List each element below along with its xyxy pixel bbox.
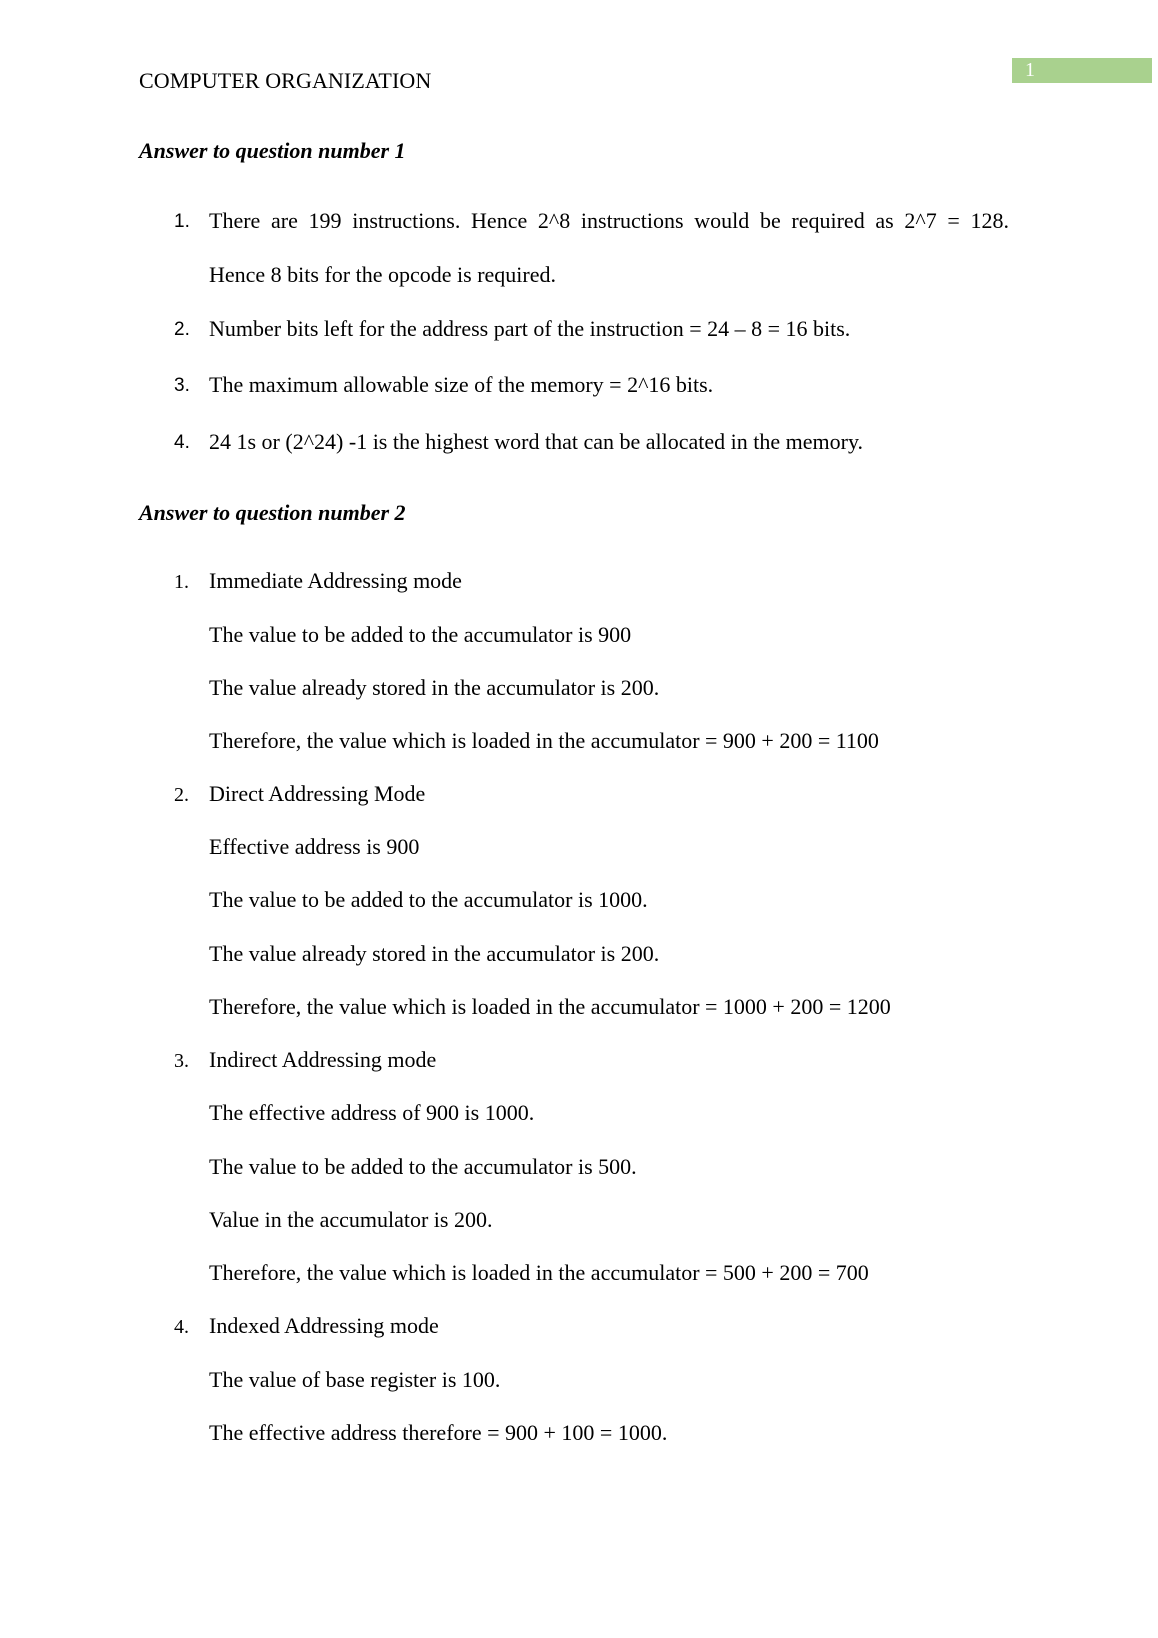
answer-line: Therefore, the value which is loaded in the accumulator = 1000 + 200 = 1200 — [209, 994, 891, 1019]
answer-line: Therefore, the value which is loaded in the accumulator = 500 + 200 = 700 — [209, 1260, 869, 1285]
answer-line: The effective address of 900 is 1000. — [209, 1100, 535, 1125]
answer-line: Hence 8 bits for the opcode is required. — [209, 262, 556, 287]
list-number: 3. — [174, 1050, 189, 1072]
answer-line: Therefore, the value which is loaded in the accumulator = 900 + 200 = 1100 — [209, 728, 879, 753]
addressing-mode-title: Indirect Addressing mode — [209, 1047, 437, 1072]
answer-line: The value to be added to the accumulator is 900 — [209, 622, 632, 647]
list-number: 1. — [174, 571, 189, 593]
answer-line: The value already stored in the accumulator is 200. — [209, 675, 660, 700]
answer-line: 24 1s or (2^24) -1 is the highest word that can be allocated in the memory. — [209, 429, 864, 454]
answer-line: Value in the accumulator is 200. — [209, 1207, 493, 1232]
section-heading-q2: Answer to question number 2 — [139, 500, 406, 525]
addressing-mode-title: Indexed Addressing mode — [209, 1313, 439, 1338]
addressing-mode-title: Immediate Addressing mode — [209, 568, 462, 593]
answer-line: Effective address is 900 — [209, 834, 420, 859]
running-header: COMPUTER ORGANIZATION — [139, 68, 432, 93]
answer-line: The value to be added to the accumulator is 1000. — [209, 887, 648, 912]
list-number: 1. — [174, 211, 190, 232]
section-heading-q1: Answer to question number 1 — [139, 138, 406, 163]
answer-line: The value of base register is 100. — [209, 1367, 501, 1392]
page-number-badge — [1012, 58, 1152, 83]
list-number: 2. — [174, 319, 190, 340]
answer-line: There are 199 instructions. Hence 2^8 instructions would be required as 2^7 = 128. — [209, 208, 1009, 233]
list-number: 2. — [174, 784, 189, 806]
answer-line: Number bits left for the address part of the instruction = 24 – 8 = 16 bits. — [209, 316, 851, 341]
addressing-mode-title: Direct Addressing Mode — [209, 781, 426, 806]
answer-line: The effective address therefore = 900 + 100 = 1000. — [209, 1420, 668, 1445]
list-number: 3. — [174, 375, 190, 396]
answer-line: The maximum allowable size of the memory = 2^16 bits. — [209, 372, 714, 397]
answer-line: The value already stored in the accumulator is 200. — [209, 941, 660, 966]
list-number: 4. — [174, 432, 190, 453]
page-number: 1 — [1025, 59, 1035, 81]
answer-line: The value to be added to the accumulator is 500. — [209, 1154, 637, 1179]
list-number: 4. — [174, 1316, 189, 1338]
